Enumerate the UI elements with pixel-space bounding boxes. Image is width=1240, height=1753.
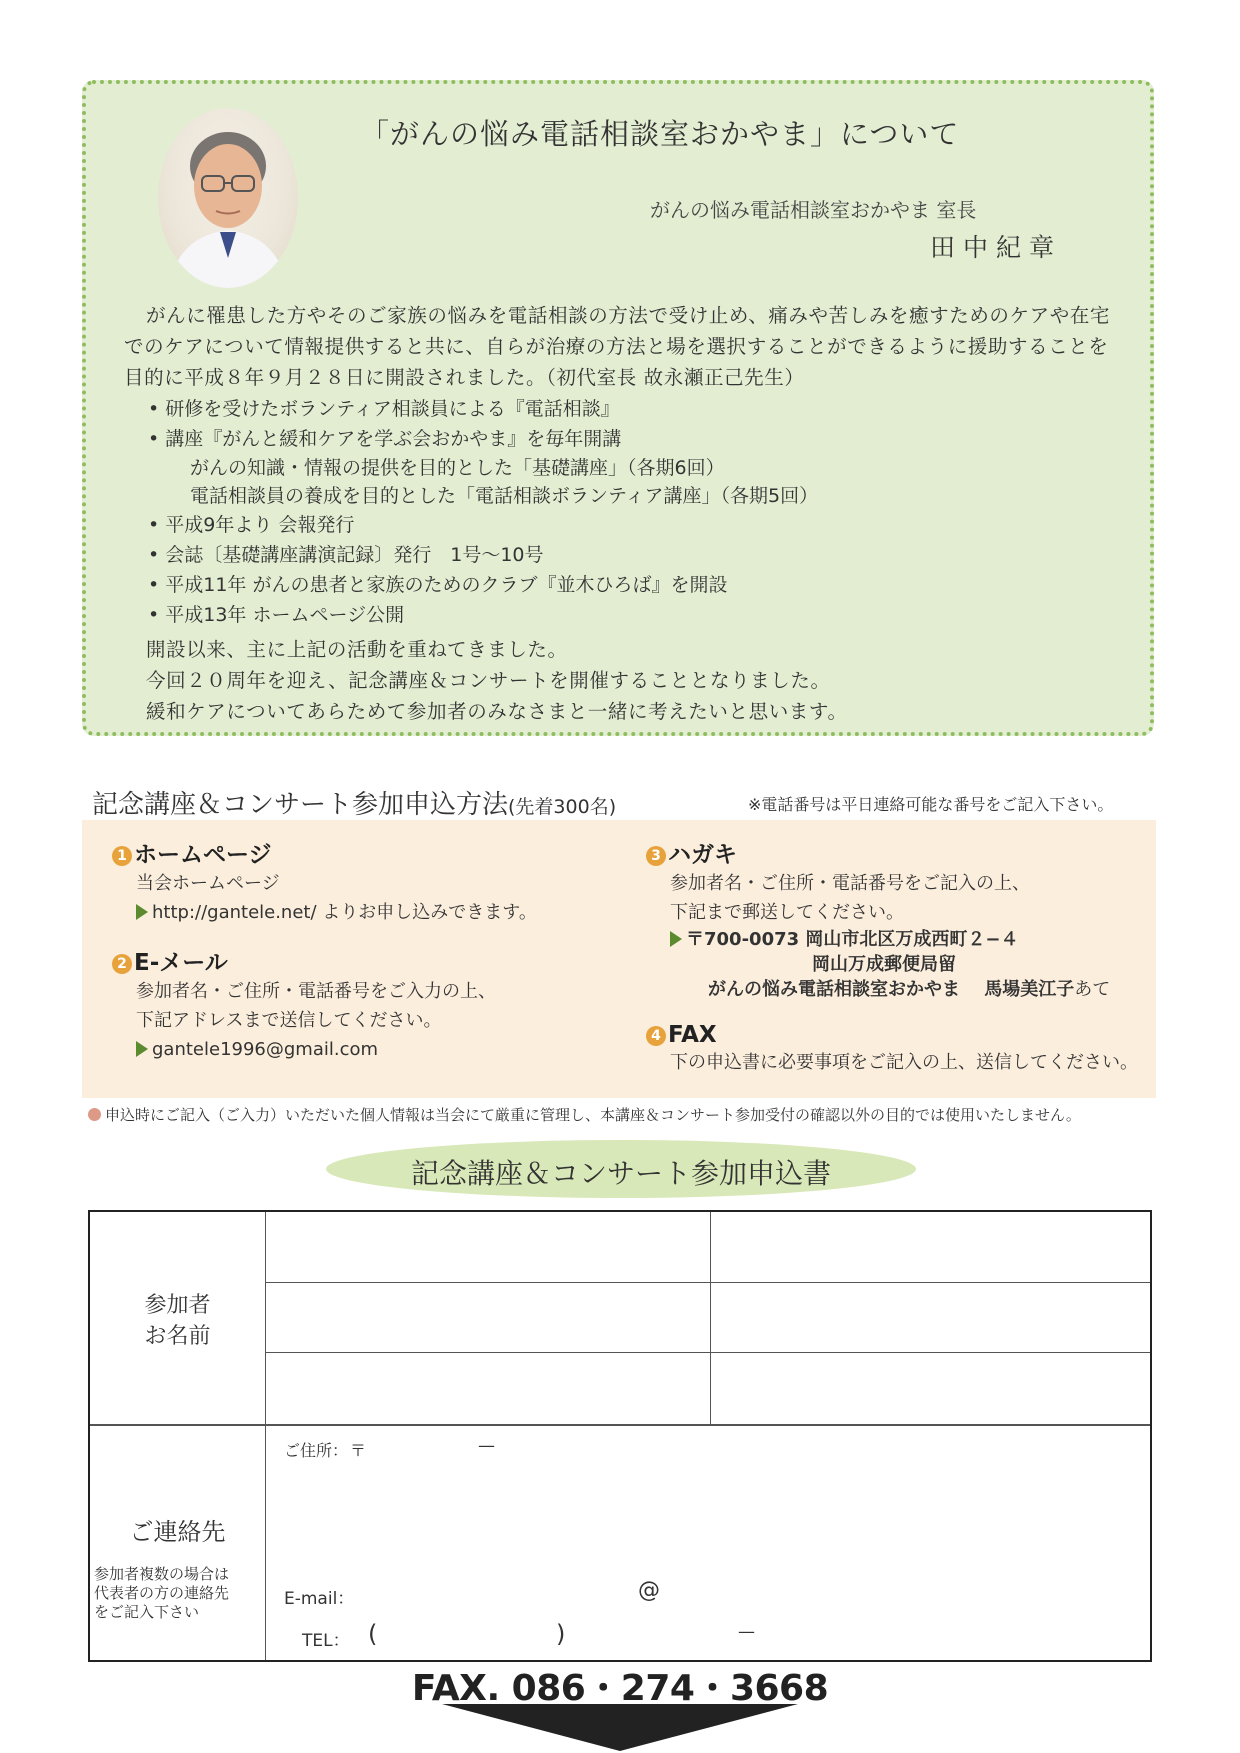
number-badge: 1	[112, 846, 132, 866]
privacy-note	[88, 1104, 1081, 1125]
postal-address: 〒700-0073 岡山市北区万成西町２−４	[686, 929, 1019, 950]
director-photo	[158, 108, 298, 288]
postal-office: 岡山万成郵便局留	[812, 954, 956, 975]
fax-number: FAX. 086・274・3668	[411, 1668, 829, 1709]
intro-title: 「がんの悩み電話相談室おかやま」について	[360, 117, 960, 151]
homepage-link[interactable]: http://gantele.net/	[152, 902, 317, 923]
method-email	[112, 944, 496, 1064]
arrow-right-icon	[136, 1041, 148, 1057]
method-heading: FAX	[668, 1022, 717, 1048]
phone-note: ※電話番号は平日連絡可能な番号をご記入下さい。	[748, 795, 1114, 814]
activity-item: • 研修を受けたボランティア相談員による『電話相談』	[148, 398, 620, 420]
method-text: よりお申し込みできます。	[316, 902, 537, 923]
method-postcard	[646, 836, 1110, 1002]
participant-name-field[interactable]	[711, 1212, 1150, 1282]
closing-text	[146, 634, 848, 727]
activity-subitem: がんの知識・情報の提供を目的とした「基礎講座」（各期6回）	[190, 457, 725, 479]
email-label: E-mail：	[284, 1589, 355, 1609]
methods-title-note: (先着300名)	[508, 796, 617, 818]
number-badge: 2	[112, 954, 132, 974]
participant-name-field[interactable]	[711, 1283, 1150, 1352]
arrow-right-icon	[670, 931, 682, 947]
contact-note	[94, 1565, 264, 1622]
form-title: 記念講座＆コンサート参加申込書	[410, 1157, 831, 1190]
closing-line: 今回２０周年を迎え、記念講座＆コンサートを開催することとなりました。	[146, 669, 831, 692]
postal-recipient: がんの悩み電話相談室おかやま 馬場美江子	[708, 979, 1075, 1000]
postal-code-dash: —	[478, 1436, 495, 1456]
author-name: 田中紀章	[930, 233, 1063, 262]
activity-subitem: 電話相談員の養成を目的とした「電話相談ボランティア講座」（各期5回）	[190, 485, 819, 507]
contact-note-line: 参加者複数の場合は	[94, 1565, 230, 1583]
method-heading: ホームページ	[134, 842, 272, 868]
participant-name-field[interactable]	[266, 1353, 710, 1424]
methods-title	[92, 784, 616, 821]
activity-item: • 平成9年より 会報発行	[148, 514, 355, 536]
email-field[interactable]	[360, 1576, 1140, 1610]
arrow-right-icon	[136, 904, 148, 920]
tel-dash: —	[738, 1622, 755, 1642]
activity-item: • 平成11年 がんの患者と家族のためのクラブ『並木ひろば』を開設	[148, 574, 728, 596]
arrow-down-icon	[442, 1704, 798, 1751]
number-badge: 3	[646, 846, 666, 866]
tel-paren-open: (	[368, 1620, 378, 1648]
author-role: がんの悩み電話相談室おかやま 室長	[650, 198, 977, 222]
participant-name-field[interactable]	[266, 1283, 710, 1352]
method-fax	[646, 1022, 1138, 1077]
method-text: 参加者名・ご住所・電話番号をご入力の上、	[136, 981, 496, 1002]
contact-note-line: をご記入下さい	[94, 1603, 200, 1621]
method-text: 下記まで郵送してください。	[670, 902, 904, 923]
address-field[interactable]	[350, 1434, 1130, 1554]
participants-label-line: お名前	[144, 1324, 211, 1349]
activity-item: • 講座『がんと緩和ケアを学ぶ会おかやま』を毎年開講	[148, 428, 622, 450]
method-heading: ハガキ	[668, 842, 737, 868]
methods-title-text: 記念講座＆コンサート参加申込方法	[92, 790, 509, 820]
method-text: 参加者名・ご住所・電話番号をご記入の上、	[670, 873, 1030, 894]
at-mark: @	[638, 1578, 660, 1603]
tel-label: TEL：	[302, 1631, 350, 1651]
tel-field[interactable]	[360, 1616, 1140, 1656]
participants-label	[90, 1290, 265, 1352]
application-form-table	[88, 1210, 1152, 1662]
table-divider	[90, 1424, 1150, 1426]
activity-item: • 会誌〔基礎講座講演記録〕発行 1号～10号	[148, 544, 544, 566]
postal-recipient-suffix: あて	[1074, 979, 1111, 1000]
activity-list	[148, 394, 1048, 630]
activity-item: • 平成13年 ホームページ公開	[148, 604, 405, 626]
privacy-text: 申込時にご記入（ご入力）いただいた個人情報は当会にて厳重に管理し、本講座＆コンサート参加受付の確認以外の目的では使用いたしません。	[105, 1106, 1081, 1124]
method-text: 当会ホームページ	[136, 873, 280, 894]
postal-recipient-line	[646, 977, 1110, 1002]
closing-line: 緩和ケアについてあらためて参加者のみなさまと一緒に考えたいと思います。	[146, 700, 848, 723]
participants-label-line: 参加者	[144, 1293, 211, 1318]
email-address-line	[112, 1035, 496, 1064]
method-text: 下記アドレスまで送信してください。	[136, 1010, 442, 1031]
number-badge: 4	[646, 1026, 666, 1046]
method-text: 下の申込書に必要事項をご記入の上、送信してください。	[670, 1052, 1138, 1073]
contact-label: ご連絡先	[129, 1518, 226, 1546]
tel-paren-close: )	[556, 1620, 566, 1648]
postal-address-line	[646, 927, 1110, 952]
intro-body: がんに罹患した方やそのご家族の悩みを電話相談の方法で受け止め、痛みや苦しみを癒すためのケアや在宅でのケアについて情報提供すると共に、自らが治療の方法と場を選択することができるように援助することを目的に平成８年９月２８日に開設されました。（初代室長 故永瀬正己先生）	[124, 304, 1111, 389]
method-homepage	[112, 836, 537, 927]
homepage-url-line	[112, 898, 537, 927]
email-address-link[interactable]: gantele1996@gmail.com	[152, 1039, 379, 1060]
bullet-dot-icon	[88, 1108, 101, 1121]
contact-note-line: 代表者の方の連絡先	[94, 1584, 230, 1602]
postal-mark-icon: 〒	[350, 1441, 367, 1460]
participant-name-field[interactable]	[266, 1212, 710, 1282]
method-heading: E-メール	[134, 950, 228, 976]
address-label: ご住所：	[284, 1441, 349, 1460]
participant-name-field[interactable]	[711, 1353, 1150, 1424]
closing-line: 開設以来、主に上記の活動を重ねてきました。	[146, 638, 568, 661]
